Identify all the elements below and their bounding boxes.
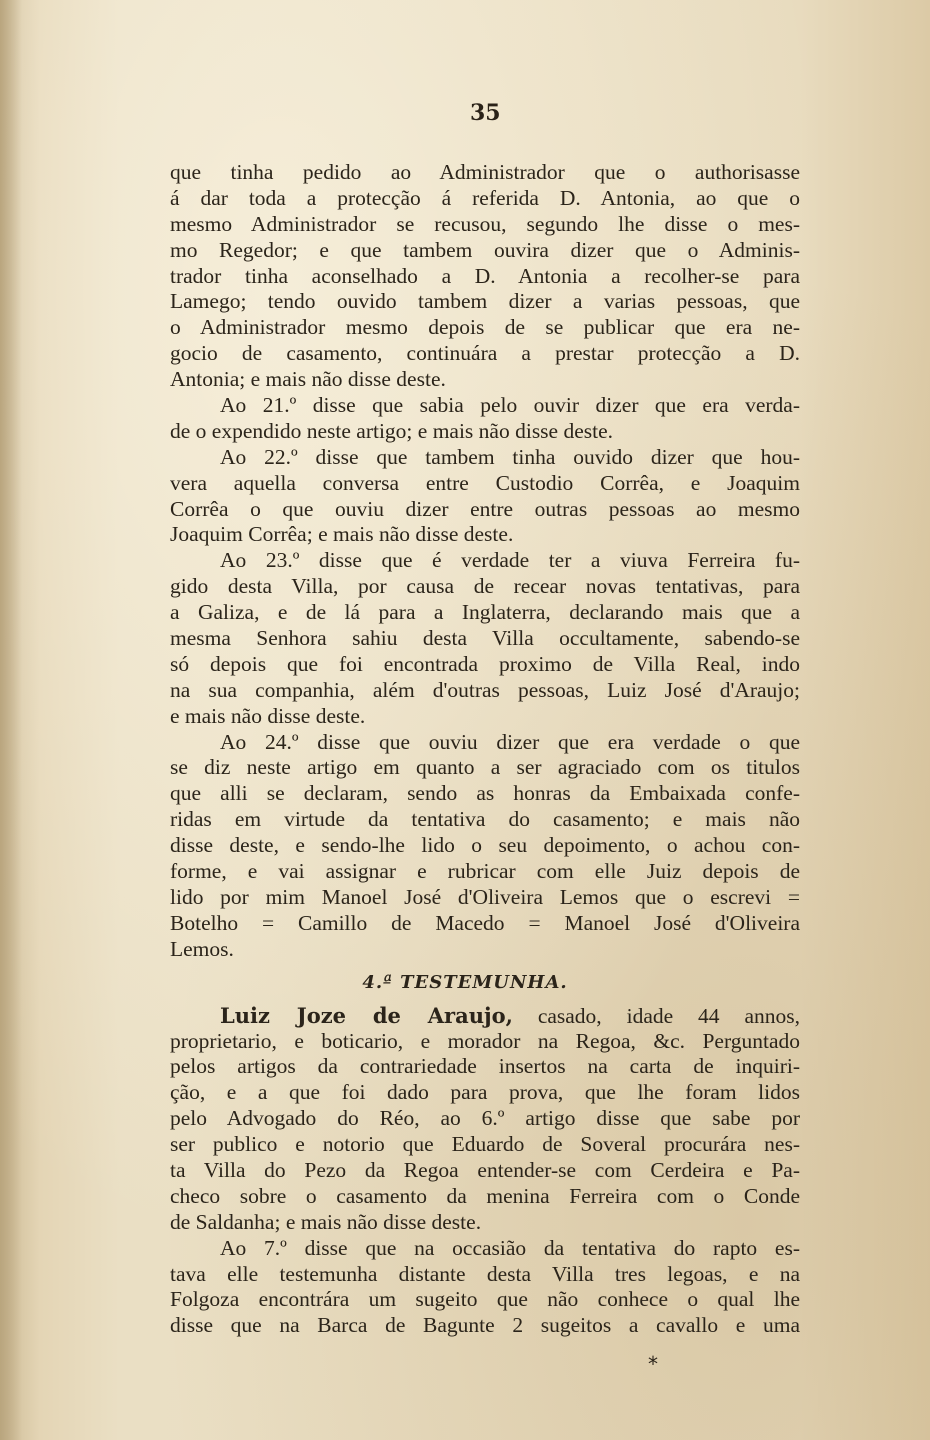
text-line: vera aquella conversa entre Custodio Corrêa, e Joaquim xyxy=(170,470,800,495)
signature-mark: * xyxy=(648,1352,658,1376)
text-line: pelo Advogado do Réo, ao 6.º artigo disse que sabe por xyxy=(170,1106,800,1131)
text-line: o Administrador mesmo depois de se publicar que era ne- xyxy=(170,315,800,340)
text-line: Ao 22.º disse que tambem tinha ouvido dizer que hou- xyxy=(220,444,800,469)
text-line: mesma Senhora sahiu desta Villa occultamente, sabendo-se xyxy=(170,626,800,651)
text-line: se diz neste artigo em quanto a ser agraciado com os titulos xyxy=(170,755,800,780)
text-line: Botelho = Camillo de Macedo = Manoel José d'Oliveira xyxy=(170,910,800,935)
fourth-witness-testimony xyxy=(170,1003,800,1340)
text-line: Ao 7.º disse que na occasião da tentativa do rapto es- xyxy=(220,1235,800,1260)
text-line: que alli se declaram, sendo as honras da Embaixada confe- xyxy=(170,781,800,806)
text-line: Antonia; e mais não disse deste. xyxy=(170,367,446,392)
text-line: Ao 23.º disse que é verdade ter a viuva Ferreira fu- xyxy=(220,548,800,573)
text-line: pelos artigos da contrariedade insertos na carta de inquiri- xyxy=(170,1054,800,1079)
text-line: na sua companhia, além d'outras pessoas, Luiz José d'Araujo; xyxy=(170,677,800,702)
text-line: Ao 24.º disse que ouviu dizer que era verdade o que xyxy=(220,729,800,754)
text-line: disse deste, e sendo-lhe lido o seu depoimento, o achou con- xyxy=(170,833,800,858)
text-line: Lemos. xyxy=(170,936,234,961)
text-line: Lamego; tendo ouvido tambem dizer a varias pessoas, que xyxy=(170,289,800,314)
text-line: ser publico e notorio que Eduardo de Soveral procurára nes- xyxy=(170,1132,800,1157)
text-line: á dar toda a protecção á referida D. Antonia, ao que o xyxy=(170,185,800,210)
body-text xyxy=(170,160,800,1339)
text-line: a Galiza, e de lá para a Inglaterra, declarando mais que a xyxy=(170,600,800,625)
witness-intro: casado, idade 44 annos, xyxy=(512,1003,801,1028)
text-line: Joaquim Corrêa; e mais não disse deste. xyxy=(170,522,514,547)
text-line: ridas em virtude da tentativa do casamento; e mais não xyxy=(170,807,800,832)
testimony-continuation xyxy=(170,160,800,963)
text-line xyxy=(170,1003,800,1029)
text-line: ção, e a que foi dado para prova, que lhe foram lidos xyxy=(170,1080,800,1105)
text-line: mo Regedor; e que tambem ouvira dizer que o Adminis- xyxy=(170,237,800,262)
text-line: Ao 21.º disse que sabia pelo ouvir dizer que era verda- xyxy=(220,393,800,418)
text-line: só depois que foi encontrada proximo de Villa Real, indo xyxy=(170,651,800,676)
text-line: de Saldanha; e mais não disse deste. xyxy=(170,1209,482,1234)
text-line: tava elle testemunha distante desta Villa tres legoas, e na xyxy=(170,1261,800,1286)
text-line: trador tinha aconselhado a D. Antonia a recolher-se para xyxy=(170,263,800,288)
witness-name: Luiz Joze de Araujo, xyxy=(220,1002,513,1028)
text-line: lido por mim Manoel José d'Oliveira Lemos que o escrevi = xyxy=(170,884,800,909)
text-line: que tinha pedido ao Administrador que o authorisasse xyxy=(170,160,800,184)
page-number: 35 xyxy=(470,100,501,126)
text-line: proprietario, e boticario, e morador na Regoa, &c. Perguntado xyxy=(170,1028,800,1053)
text-line: de o expendido neste artigo; e mais não disse deste. xyxy=(170,418,614,443)
text-line: gido desta Villa, por causa de recear novas tentativas, para xyxy=(170,574,800,599)
text-line: Folgoza encontrára um sugeito que não conhece o qual lhe xyxy=(170,1287,800,1312)
book-gutter xyxy=(0,0,22,1440)
text-line: e mais não disse deste. xyxy=(170,703,366,728)
text-line: ta Villa do Pezo da Regoa entender-se com Cerdeira e Pa- xyxy=(170,1157,800,1182)
section-heading: 4.ª TESTEMUNHA. xyxy=(362,971,568,993)
text-line: checo sobre o casamento da menina Ferreira com o Conde xyxy=(170,1183,800,1208)
text-line: forme, e vai assignar e rubricar com elle Juiz depois de xyxy=(170,859,800,884)
text-line: Corrêa o que ouviu dizer entre outras pessoas ao mesmo xyxy=(170,496,800,521)
text-line: mesmo Administrador se recusou, segundo lhe disse o mes- xyxy=(170,211,800,236)
text-line: disse que na Barca de Bagunte 2 sugeitos a cavallo e uma xyxy=(170,1313,800,1338)
text-line: gocio de casamento, continuára a prestar protecção a D. xyxy=(170,341,800,366)
